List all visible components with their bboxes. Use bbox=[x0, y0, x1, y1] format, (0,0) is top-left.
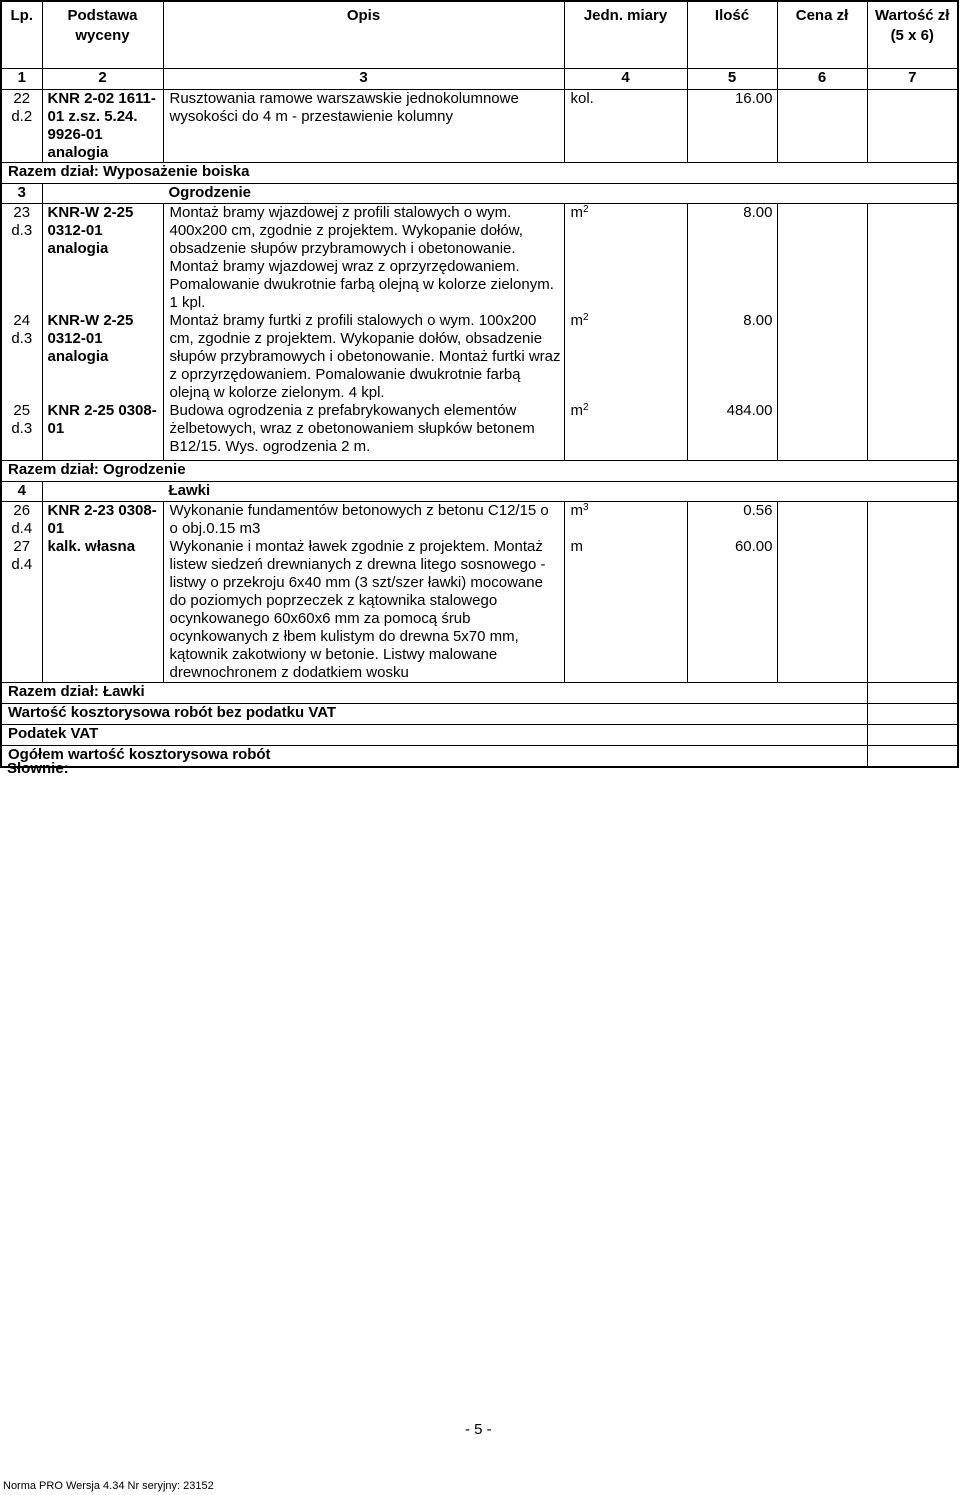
total-vat-label: Podatek VAT bbox=[1, 725, 867, 746]
section-sum-label: Razem dział: Wyposażenie boiska bbox=[1, 163, 958, 184]
table-row bbox=[1, 538, 958, 683]
row-lp: 25 d.3 bbox=[1, 402, 42, 461]
total-gross-value bbox=[867, 746, 958, 768]
row-lp: 26 d.4 bbox=[1, 502, 42, 539]
total-net-row bbox=[1, 704, 958, 725]
section-heading-row bbox=[1, 482, 958, 502]
row-price bbox=[777, 90, 867, 163]
header-base: Podstawa wyceny bbox=[42, 1, 163, 69]
row-unit: $m^3$ bbox=[564, 502, 687, 539]
row-unit: m bbox=[564, 538, 687, 683]
row-desc: Rusztowania ramowe warszawskie jednokolumnowe wysokości do 4 m - przestawienie kolumny bbox=[163, 90, 564, 163]
row-lp: 23 d.3 bbox=[1, 204, 42, 313]
row-unit: kol. bbox=[564, 90, 687, 163]
header-qty: Ilość bbox=[687, 1, 777, 69]
table-row bbox=[1, 90, 958, 163]
section-title: Ławki bbox=[42, 482, 958, 502]
total-net-value bbox=[867, 704, 958, 725]
row-base: KNR-W 2-25 0312-01 analogia bbox=[42, 204, 163, 313]
row-qty: 8.00 bbox=[687, 312, 777, 402]
row-desc: Budowa ogrodzenia z prefabrykowanych elementów żelbetowych, wraz z obetonowaniem słupków betonem B12/15. Wys. ogrodzenia 2 m. bbox=[163, 402, 564, 461]
row-price bbox=[777, 312, 867, 402]
row-desc: Wykonanie i montaż ławek zgodnie z projektem. Montaż listew siedzeń drewnianych z drewna litego sosnowego - listwy o przekroju 6x40 mm (3 szt/szer ławki) mocowane do poziomych poprzeczek z kątownika stalowego ocynkowanego 60x60x6 mm za pomocą śrub ocynkowanych z łbem kulistym do drewna 5x70 mm, kątownik zakotwiony w betonie. Listwy malowane drewnochronem z dodatkiem wosku bbox=[163, 538, 564, 683]
row-unit: $m^2$ bbox=[564, 204, 687, 313]
section-title: Ogrodzenie bbox=[42, 184, 958, 204]
row-base: KNR 2-23 0308-01 bbox=[42, 502, 163, 539]
row-lp: 27 d.4 bbox=[1, 538, 42, 683]
row-value bbox=[867, 204, 958, 313]
colnum: 4 bbox=[564, 69, 687, 90]
row-base: KNR-W 2-25 0312-01 analogia bbox=[42, 312, 163, 402]
row-value bbox=[867, 312, 958, 402]
total-gross-label: Ogółem wartość kosztorysowa robót bbox=[1, 746, 867, 768]
section-sum-label: Razem dział: Ławki bbox=[1, 683, 867, 704]
page-number: - 5 - bbox=[465, 1421, 492, 1438]
header-row bbox=[1, 1, 958, 69]
row-qty: 484.00 bbox=[687, 402, 777, 461]
section-sum-value bbox=[867, 683, 958, 704]
row-value bbox=[867, 502, 958, 539]
row-unit: $m^2$ bbox=[564, 312, 687, 402]
colnum: 2 bbox=[42, 69, 163, 90]
amount-in-words-label: Słownie: bbox=[7, 760, 69, 777]
total-net-label: Wartość kosztorysowa robót bez podatku VAT bbox=[1, 704, 867, 725]
colnum: 5 bbox=[687, 69, 777, 90]
row-qty: 8.00 bbox=[687, 204, 777, 313]
software-footer: Norma PRO Wersja 4.34 Nr seryjny: 23152 bbox=[3, 1480, 214, 1492]
row-value bbox=[867, 402, 958, 461]
row-price bbox=[777, 538, 867, 683]
row-desc: Montaż bramy wjazdowej z profili stalowych o wym. 400x200 cm, zgodnie z projektem. Wykopanie dołów, obsadzenie słupów przybramowych i obetonowanie. Montaż bramy wjazdowej wraz z oprzyrzędowaniem. Pomalowanie dwukrotnie farbą olejną w kolorze zielonym. 1 kpl. bbox=[163, 204, 564, 313]
header-value: Wartość zł (5 x 6) bbox=[867, 1, 958, 69]
section-sum-label: Razem dział: Ogrodzenie bbox=[1, 461, 958, 482]
section-number: 4 bbox=[1, 482, 42, 502]
row-base: kalk. własna bbox=[42, 538, 163, 683]
row-desc: Montaż bramy furtki z profili stalowych o wym. 100x200 cm, zgodnie z projektem. Wykopanie dołów, obsadzenie słupów przybramowych i obetonowanie. Montaż furtki wraz z oprzyrzędowaniem. Pomalowanie dwukrotnie farbą olejną w kolorze zielonym. 4 kpl. bbox=[163, 312, 564, 402]
row-desc: Wykonanie fundamentów betonowych z betonu C12/15 o o obj.0.15 m3 bbox=[163, 502, 564, 539]
row-unit: $m^2$ bbox=[564, 402, 687, 461]
row-lp: 22 d.2 bbox=[1, 90, 42, 163]
table-row bbox=[1, 502, 958, 539]
column-number-row bbox=[1, 69, 958, 90]
section-heading-row bbox=[1, 184, 958, 204]
header-desc: Opis bbox=[163, 1, 564, 69]
header-lp: Lp. bbox=[1, 1, 42, 69]
colnum: 6 bbox=[777, 69, 867, 90]
table-row bbox=[1, 402, 958, 461]
table-row bbox=[1, 204, 958, 313]
colnum: 3 bbox=[163, 69, 564, 90]
row-price bbox=[777, 204, 867, 313]
row-qty: 16.00 bbox=[687, 90, 777, 163]
row-lp: 24 d.3 bbox=[1, 312, 42, 402]
colnum: 1 bbox=[1, 69, 42, 90]
section-sum-row bbox=[1, 163, 958, 184]
section-number: 3 bbox=[1, 184, 42, 204]
row-value bbox=[867, 538, 958, 683]
colnum: 7 bbox=[867, 69, 958, 90]
table-row bbox=[1, 312, 958, 402]
row-qty: 60.00 bbox=[687, 538, 777, 683]
row-value bbox=[867, 90, 958, 163]
total-vat-row bbox=[1, 725, 958, 746]
header-price: Cena zł bbox=[777, 1, 867, 69]
row-base: KNR 2-02 1611-01 z.sz. 5.24. 9926-01 analogia bbox=[42, 90, 163, 163]
row-price bbox=[777, 502, 867, 539]
row-price bbox=[777, 402, 867, 461]
row-qty: 0.56 bbox=[687, 502, 777, 539]
header-unit: Jedn. miary bbox=[564, 1, 687, 69]
row-base: KNR 2-25 0308-01 bbox=[42, 402, 163, 461]
section-sum-row bbox=[1, 683, 958, 704]
section-sum-row bbox=[1, 461, 958, 482]
total-gross-row bbox=[1, 746, 958, 768]
total-vat-value bbox=[867, 725, 958, 746]
